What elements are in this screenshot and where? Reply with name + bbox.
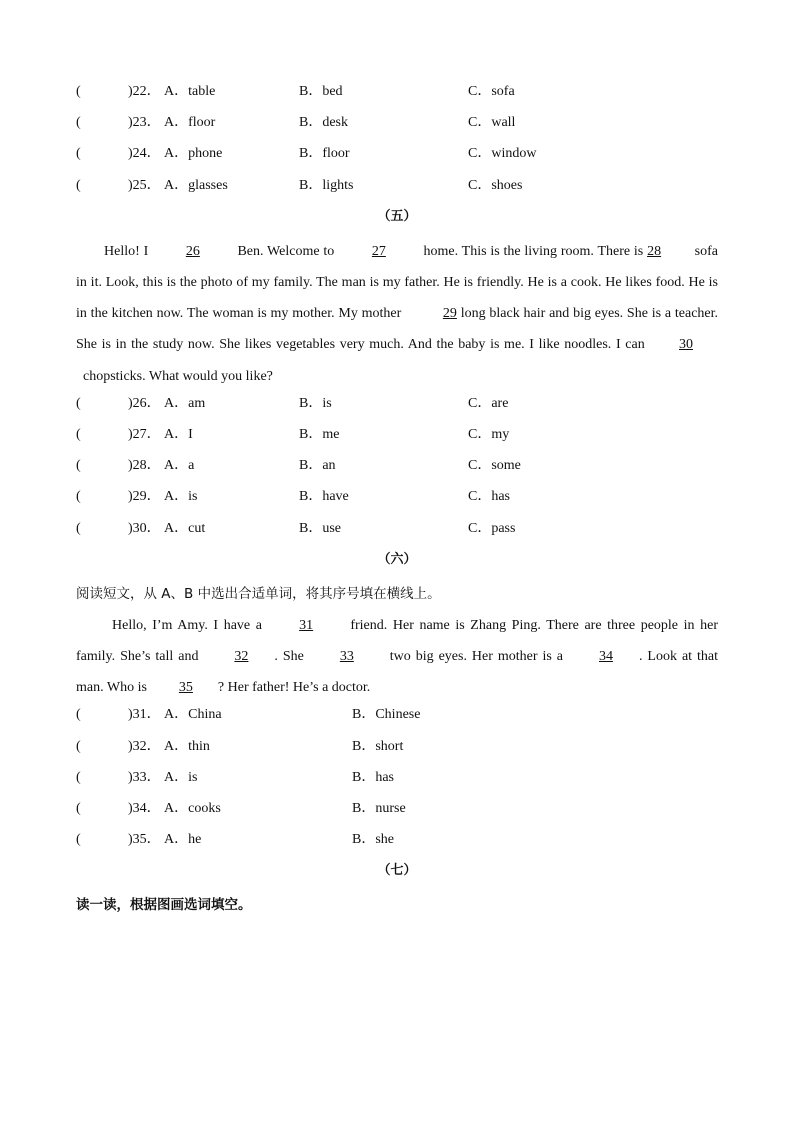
option-a: A．thin: [164, 738, 210, 754]
answer-bracket[interactable]: (: [76, 395, 81, 411]
option-c: C．are: [468, 395, 509, 411]
answer-bracket[interactable]: (: [76, 769, 81, 785]
option-c: C．has: [468, 489, 510, 505]
question-number: )28．: [128, 458, 161, 474]
option-b: B．floor: [299, 146, 350, 162]
option-a: A．cooks: [164, 800, 221, 816]
blank-29[interactable]: 29: [442, 306, 457, 322]
option-c: C．my: [468, 426, 510, 442]
option-a: A．am: [164, 395, 206, 411]
option-a: A．a: [164, 458, 195, 474]
answer-bracket[interactable]: (: [76, 738, 81, 754]
option-b: B．has: [352, 769, 394, 785]
question-number: )35．: [128, 832, 161, 848]
option-c: C．wall: [468, 115, 516, 131]
question-row: [76, 392, 718, 423]
option-b: B．lights: [299, 177, 354, 193]
section-7-instruction: 读一读，根据图画选词填空。: [76, 897, 252, 914]
option-a: A．China: [164, 707, 222, 723]
question-row: [76, 142, 718, 173]
blank-26[interactable]: 26: [185, 243, 200, 259]
answer-bracket[interactable]: (: [76, 426, 81, 442]
option-b: B．me: [299, 426, 340, 442]
answer-bracket[interactable]: (: [76, 115, 81, 131]
worksheet-page: [76, 80, 718, 921]
question-number: )34．: [128, 800, 161, 816]
answer-bracket[interactable]: (: [76, 800, 81, 816]
option-c: C．sofa: [468, 84, 515, 99]
question-row: [76, 828, 718, 859]
option-a: A．he: [164, 832, 202, 848]
blank-35[interactable]: 35: [178, 680, 193, 696]
blank-28[interactable]: 28: [647, 243, 662, 259]
option-a: A．floor: [164, 115, 216, 131]
question-number: )26．: [128, 395, 161, 411]
question-number: )31．: [128, 707, 161, 723]
question-row: [76, 703, 718, 734]
question-number: )25．: [128, 177, 161, 193]
question-row: [76, 735, 718, 766]
option-a: A．cut: [164, 520, 206, 536]
option-b: B．she: [352, 832, 394, 848]
answer-bracket[interactable]: (: [76, 520, 81, 536]
question-number: )22．: [128, 84, 161, 99]
answer-bracket[interactable]: (: [76, 177, 81, 193]
option-a: A．is: [164, 489, 198, 505]
question-row: [76, 797, 718, 828]
question-row: [76, 80, 718, 111]
question-row: [76, 454, 718, 485]
option-b: B．an: [299, 458, 336, 474]
option-a: A．is: [164, 769, 198, 785]
option-b: B．is: [299, 395, 332, 411]
passage-6: Hello, I’m Amy. I have a 31 friend. Her name is Zhang Ping. There are three people in her family. She’s tall and 32 . She 33 two big eyes. Her mother is a 34 . Look at that man. Who is 35 ? Her father! He’s a doctor.: [76, 610, 718, 704]
question-row: [76, 485, 718, 516]
option-b: B．use: [299, 520, 341, 536]
question-group-22-25: [76, 80, 718, 205]
question-row: [76, 766, 718, 797]
option-b: B．Chinese: [352, 707, 421, 723]
question-number: )32．: [128, 738, 161, 754]
option-a: A．I: [164, 426, 193, 442]
question-number: )23．: [128, 115, 161, 131]
blank-33[interactable]: 33: [339, 648, 354, 664]
blank-34[interactable]: 34: [598, 648, 613, 664]
section-title-5: （五）: [377, 208, 417, 224]
answer-bracket[interactable]: (: [76, 832, 81, 848]
blank-31[interactable]: 31: [299, 617, 314, 633]
answer-bracket[interactable]: (: [76, 458, 81, 474]
blank-32[interactable]: 32: [234, 648, 249, 664]
answer-bracket[interactable]: (: [76, 84, 81, 99]
question-group-26-30: [76, 392, 718, 548]
question-group-31-35: [76, 703, 718, 859]
blank-30[interactable]: 30: [679, 337, 693, 353]
section-title-7: （七）: [377, 863, 417, 879]
option-b: B．bed: [299, 84, 343, 99]
option-c: C．some: [468, 458, 521, 474]
question-row: [76, 174, 718, 205]
option-b: B．desk: [299, 115, 348, 131]
question-row: [76, 517, 718, 548]
question-number: )27．: [128, 426, 161, 442]
option-c: C．shoes: [468, 177, 523, 193]
option-b: B．have: [299, 489, 349, 505]
question-row: [76, 423, 718, 454]
section-6-instruction: 阅读短文，从 A、B 中选出合适单词，将其序号填在横线上。: [76, 585, 441, 602]
option-b: B．nurse: [352, 800, 406, 816]
section-title-6: （六）: [377, 551, 417, 567]
question-row: [76, 111, 718, 142]
question-number: )30．: [128, 520, 161, 536]
question-number: )29．: [128, 489, 161, 505]
option-c: C．window: [468, 146, 537, 162]
option-a: A．glasses: [164, 177, 228, 193]
blank-27[interactable]: 27: [371, 243, 386, 259]
answer-bracket[interactable]: (: [76, 707, 81, 723]
question-number: )33．: [128, 769, 161, 785]
option-a: A．phone: [164, 146, 223, 162]
question-number: )24．: [128, 146, 161, 162]
option-b: B．short: [352, 738, 404, 754]
answer-bracket[interactable]: (: [76, 146, 81, 162]
option-a: A．table: [164, 84, 216, 99]
answer-bracket[interactable]: (: [76, 489, 81, 505]
passage-5: Hello! I 26 Ben. Welcome to 27 home. This is the living room. There is 28 sofa in it. Look, this is the photo of my family. The man is my father. He is friendly. He is a cook. He likes food. He is in the kitchen now. The woman is my mother. My mother 29 long black hair and big eyes. She is a teacher. She is in the study now. She likes vegetables very much. And the baby is me. I like noodles. I can 30 chopsticks. What would you like?: [76, 236, 718, 392]
option-c: C．pass: [468, 520, 516, 536]
